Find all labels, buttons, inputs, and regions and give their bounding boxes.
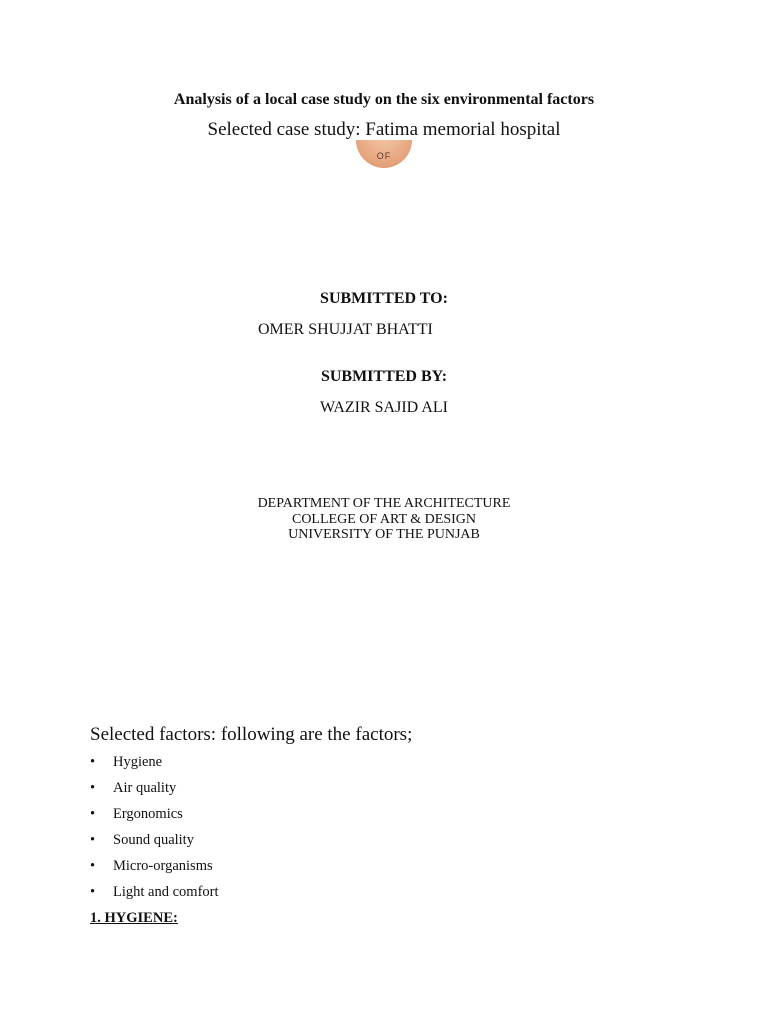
bullet-icon: •	[90, 780, 96, 796]
submitted-by-label: SUBMITTED BY:	[320, 368, 448, 385]
factor-label: Air quality	[113, 780, 177, 796]
factors-heading: Selected factors: following are the factors;	[90, 724, 413, 745]
bullet-icon: •	[90, 884, 96, 900]
list-item	[90, 778, 219, 804]
institution-block	[0, 496, 768, 543]
factor-label: Ergonomics	[113, 806, 183, 822]
list-item	[90, 882, 219, 908]
college-name: COLLEGE OF ART & DESIGN	[291, 511, 477, 527]
document-subtitle: Selected case study: Fatima memorial hospital	[207, 119, 561, 140]
factor-list	[90, 752, 219, 908]
factor-label: Hygiene	[113, 754, 163, 770]
university-name: UNIVERSITY OF THE PUNJAB	[288, 527, 480, 542]
bullet-icon: •	[90, 832, 96, 848]
list-item	[90, 804, 219, 830]
submitted-by-name: WAZIR SAJID ALI	[320, 399, 448, 416]
factor-label: Sound quality	[113, 832, 194, 848]
university-seal	[356, 140, 412, 168]
document-title: Analysis of a local case study on the six environmental factors	[173, 91, 595, 108]
department-name: DEPARTMENT OF THE ARCHITECTURE	[257, 496, 511, 511]
list-item	[90, 856, 219, 882]
list-item	[90, 752, 219, 778]
bullet-icon: •	[90, 806, 96, 822]
bullet-icon: •	[90, 858, 96, 874]
factor-label: Micro-organisms	[113, 858, 213, 874]
list-item	[90, 830, 219, 856]
factor-label: Light and comfort	[113, 884, 219, 900]
seal-text: OF	[376, 151, 392, 161]
submitted-to-name: OMER SHUJJAT BHATTI	[258, 321, 433, 338]
bullet-icon: •	[90, 754, 96, 770]
section-heading-hygiene: 1. HYGIENE:	[90, 910, 178, 926]
submitted-to-label: SUBMITTED TO:	[320, 290, 448, 307]
